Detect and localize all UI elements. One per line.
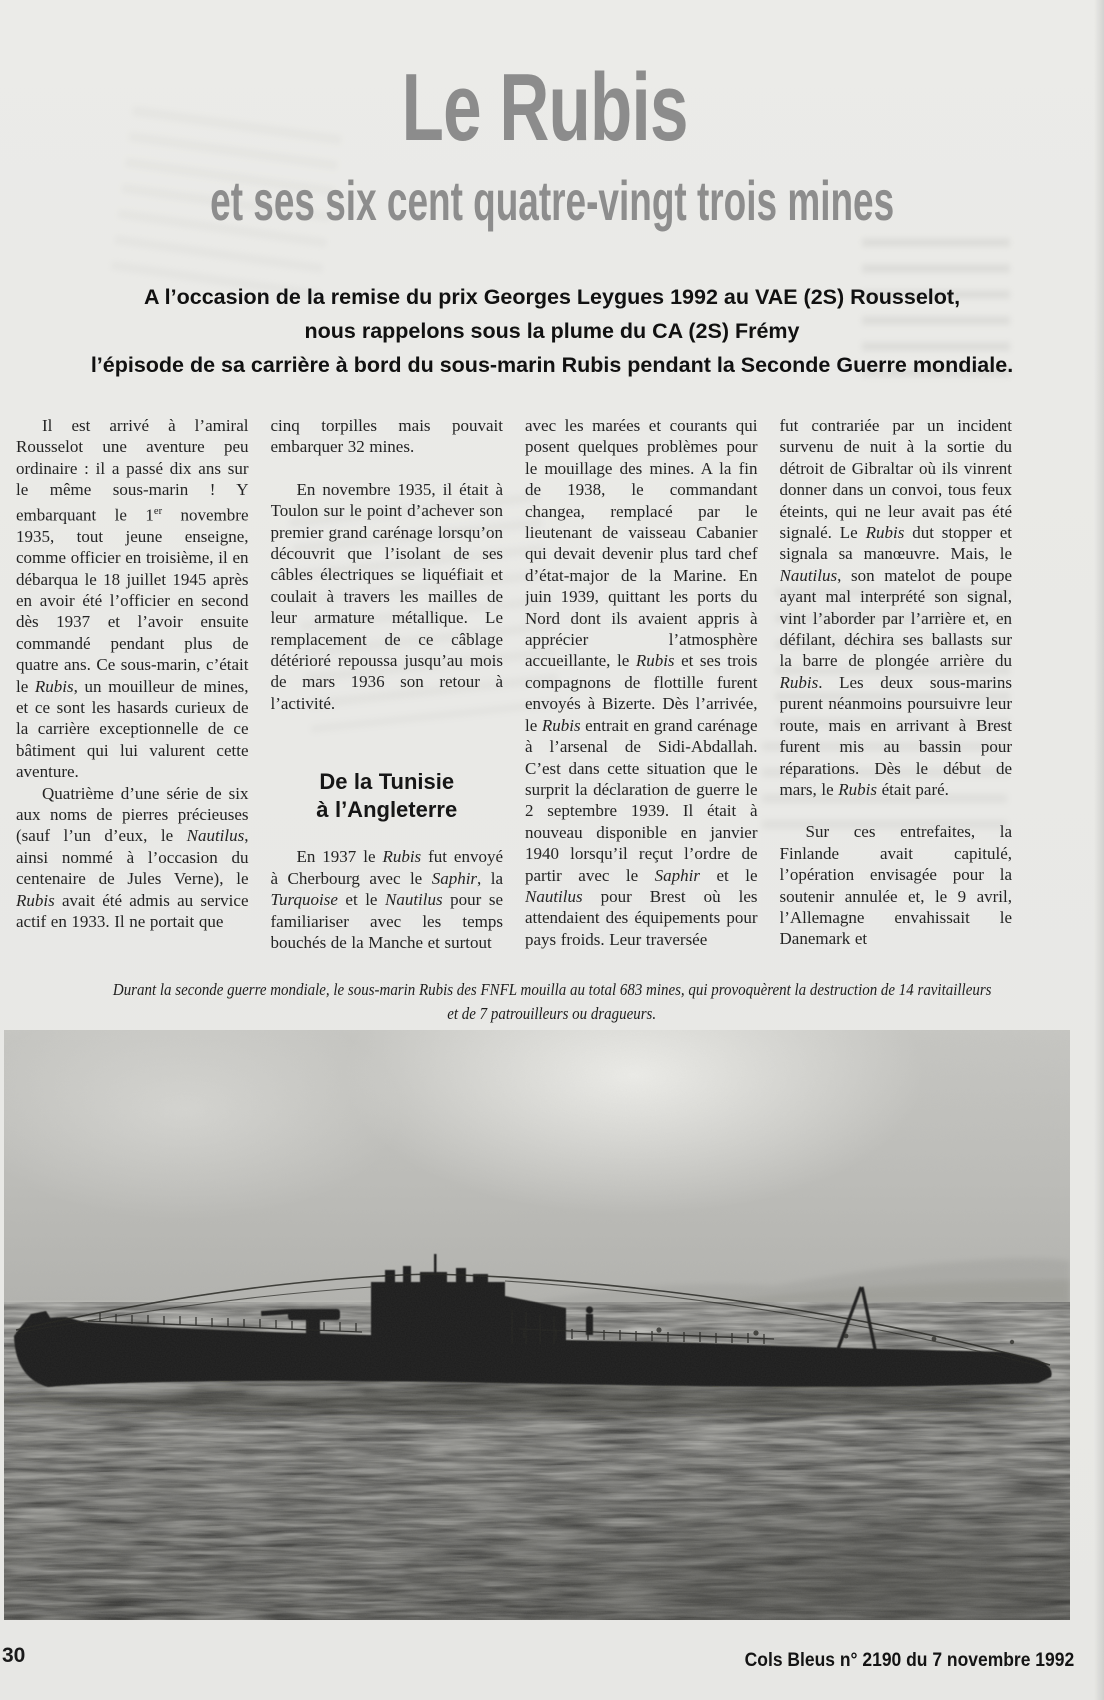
page-number: 30 — [2, 1644, 26, 1667]
section-heading-line: à l’Angleterre — [316, 797, 458, 823]
article-title-text: Le Rubis — [401, 54, 689, 161]
submarine-photo-art — [4, 1030, 1070, 1620]
submarine-photo — [4, 1030, 1070, 1620]
article-subtitle — [0, 169, 1104, 232]
paragraph: fut contrariée par un incident survenu de nuit à la sortie du détroit de Gibraltar où ils vinrent donner dans un convoi, tous feux éteints, qui ne leur avait pas été signalé. Le Rubis dut stopper et signala sa manœuvre. Mais, le Nautilus, son matelot de poupe ayant mal interprété son signal, vint l’aborder par l’arrière et, en défilant, déchira ses ballasts sur la barre de plongée arrière du Rubis. Les deux sous-marins purent néanmoins poursuivre leur route, mais en arrivant à Brest furent mis au bassin pour réparations. Dès le début de mars, le Rubis était paré. — [779, 416, 1012, 799]
column-4 — [780, 415, 1013, 990]
lede-line: nous rappelons sous la plume du CA (2S) Frémy — [304, 319, 800, 343]
paragraph: cinq torpilles mais pouvait embarquer 32 mines. — [270, 416, 503, 457]
photo-caption-line: et de 7 patrouilleurs ou dragueurs. — [447, 1004, 657, 1023]
article-subtitle-text: et ses six cent quatre-vingt trois mines — [210, 169, 894, 232]
photo-caption-line: Durant la seconde guerre mondiale, le sous-marin Rubis des FNFL mouilla au total 683 mines, qui provoquèrent la destruction de 14 ravitailleurs — [112, 980, 992, 999]
paragraph: En 1937 le Rubis fut envoyé à Cherbourg avec le Saphir, la Turquoise et le Nautilus pour se familiariser avec les temps bouchés de la Manche et surtout — [270, 847, 503, 952]
lede-line: A l’occasion de la remise du prix Georges Leygues 1992 au VAE (2S) Rousselot, — [143, 285, 961, 309]
scan-edge-shade — [1094, 0, 1104, 1700]
article-body — [16, 415, 1012, 990]
article-title — [0, 54, 1090, 161]
paragraph: Il est arrivé à l’amiral Rousselot une aventure peu ordinaire : il a passé dix ans sur le même sous-marin ! Y embarquant le 1er novembre 1935, tout jeune enseigne, comme officier en troisième, il en débarqua le 18 juillet 1945 après en avoir été l’officier en second dès 1937 et l’avoir ensuite commandé pendant plus de quatre ans. Ce sous-marin, c’était le Rubis, un mouilleur de mines, et ce sont les hasards curieux de la carrière exceptionnelle de ce bâtiment qui lui valurent cette aventure. — [16, 416, 249, 782]
paragraph: avec les marées et courants qui posent quelques problèmes pour le mouillage des mines. A la fin de 1938, le commandant changea, remplacé par le lieutenant de vaisseau Cabanier qui devait devenir plus tard chef d’état-major de la Marine. En juin 1939, quittant les ports du Nord dont ils avaient appris à apprécier l’atmosphère accueillante, le Rubis et ses trois compagnons de flottille furent envoyés à Bizerte. Dès l’arrivée, le Rubis entrait en grand carénage à l’arsenal de Sidi-Abdallah. C’est dans cette situation que le surprit la déclaration de guerre le 2 septembre 1939. Il était à nouveau disponible en janvier 1940 lorsqu’il reçut l’ordre de partir avec le Saphir et le Nautilus pour Brest où les attendaient des équipements pour pays froids. Leur traversée — [525, 416, 758, 949]
column-3 — [525, 415, 758, 990]
photo-caption — [0, 978, 1104, 1026]
issue-line-text: Cols Bleus n° 2190 du 7 novembre 1992 — [744, 1650, 1074, 1671]
paragraph: Quatrième d’une série de six aux noms de pierres précieuses (sauf l’un d’eux, le Nautilus, ainsi nommé à l’occasion du centenaire de Jules Verne), le Rubis avait été admis au service actif en 1933. Il ne portait que — [16, 783, 249, 931]
column-1 — [16, 415, 249, 990]
paragraph: En novembre 1935, il était à Toulon sur le point d’achever son premier grand carénage lorsqu’on découvrit que l’isolant de ses câbles électriques se liquéfiait et coulait à travers les mailles de leur armature métallique. Le remplacement de ce câblage détérioré repoussa jusqu’au mois de mars 1936 son retour à l’activité. — [270, 479, 503, 713]
article-lede — [0, 280, 1104, 382]
section-heading — [271, 768, 504, 824]
issue-line — [716, 1650, 1074, 1672]
lede-line: l’épisode de sa carrière à bord du sous-marin Rubis pendant la Seconde Guerre mondiale. — [90, 353, 1014, 377]
section-heading-line: De la Tunisie — [319, 769, 455, 795]
paragraph: Sur ces entrefaites, la Finlande avait capitulé, l’opération envisagée pour la soutenir annulée et, le 9 avril, l’Allemagne envahissait le Danemark et — [779, 822, 1012, 949]
column-2 — [271, 415, 504, 990]
